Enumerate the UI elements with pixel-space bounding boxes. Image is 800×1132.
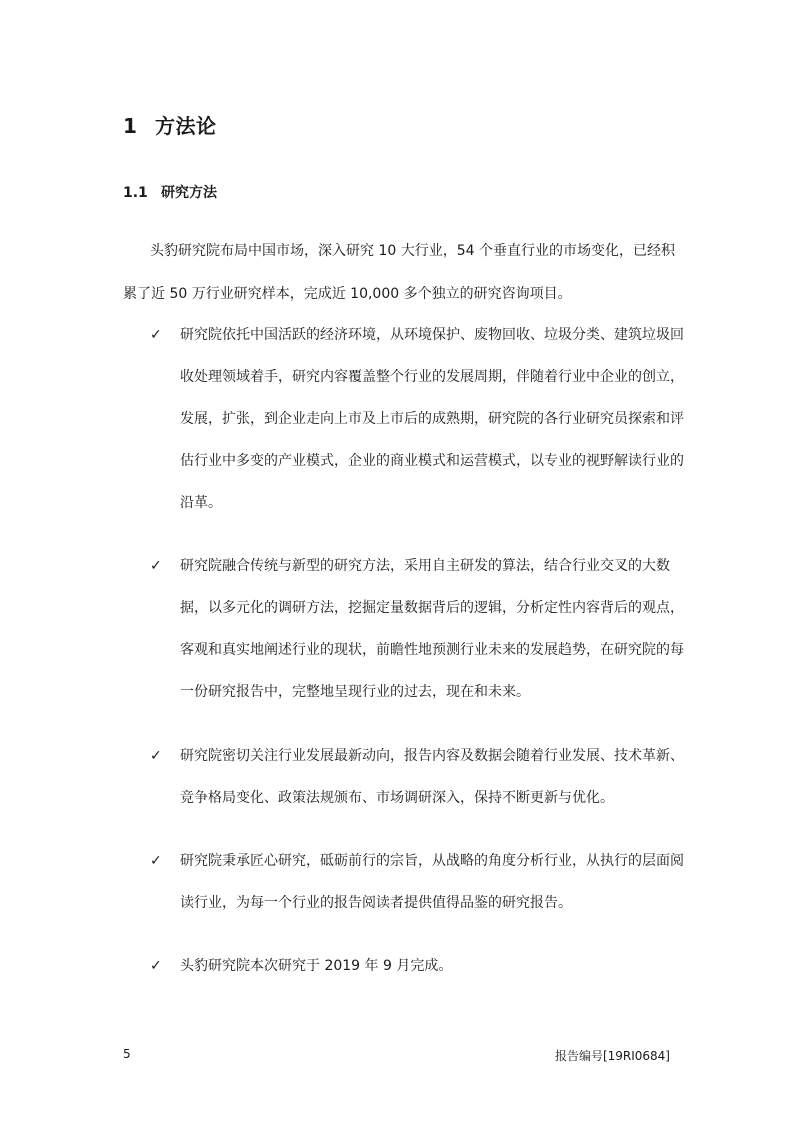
subsection-number: 1.1 <box>123 185 148 201</box>
bullet-line: 读行业，为每一个行业的报告阅读者提供值得品鉴的研究报告。 <box>180 895 572 911</box>
bullet-line: 头豹研究院本次研究于 2019 年 9 月完成。 <box>180 958 453 974</box>
section-number: 1 <box>123 114 138 138</box>
bullet-line: 客观和真实地阐述行业的现状，前瞻性地预测行业未来的发展趋势，在研究院的每 <box>180 642 684 658</box>
page-number: 5 <box>123 1047 131 1061</box>
report-id: 报告编号[19RI0684] <box>554 1049 670 1063</box>
section-title: 方法论 <box>155 114 217 138</box>
bullet-line: 发展，扩张，到企业走向上市及上市后的成熟期，研究院的各行业研究员探索和评 <box>180 411 684 427</box>
bullet-line: 研究院融合传统与新型的研究方法，采用自主研发的算法，结合行业交叉的大数 <box>180 558 670 574</box>
intro-line: 头豹研究院布局中国市场，深入研究 10 大行业，54 个垂直行业的市场变化，已经积 <box>150 243 675 259</box>
bullet-line: 研究院依托中国活跃的经济环境，从环境保护、废物回收、垃圾分类、建筑垃圾回 <box>180 327 684 343</box>
check-icon: ✓ <box>150 853 162 869</box>
subsection-title: 研究方法 <box>161 185 217 201</box>
bullet-line: 研究院秉承匠心研究，砥砺前行的宗旨，从战略的角度分析行业，从执行的层面阅 <box>180 853 684 869</box>
bullet-line: 估行业中多变的产业模式，企业的商业模式和运营模式，以专业的视野解读行业的 <box>180 453 684 469</box>
bullet-line: 沿革。 <box>180 495 222 511</box>
bullet-line: 研究院密切关注行业发展最新动向，报告内容及数据会随着行业发展、技术革新、 <box>180 748 684 764</box>
subsection-heading <box>123 182 217 202</box>
bullet-line: 收处理领域着手，研究内容覆盖整个行业的发展周期，伴随着行业中企业的创立， <box>180 369 684 385</box>
bullet-line: 据，以多元化的调研方法，挖掘定量数据背后的逻辑，分析定性内容背后的观点， <box>180 600 684 616</box>
intro-line: 累了近 50 万行业研究样本，完成近 10,000 多个独立的研究咨询项目。 <box>123 286 572 302</box>
section-heading <box>123 110 217 139</box>
check-icon: ✓ <box>150 958 162 974</box>
check-icon: ✓ <box>150 327 162 343</box>
bullet-line: 一份研究报告中，完整地呈现行业的过去，现在和未来。 <box>180 684 530 700</box>
bullet-line: 竞争格局变化、政策法规颁布、市场调研深入，保持不断更新与优化。 <box>180 790 614 806</box>
check-icon: ✓ <box>150 748 162 764</box>
check-icon: ✓ <box>150 558 162 574</box>
